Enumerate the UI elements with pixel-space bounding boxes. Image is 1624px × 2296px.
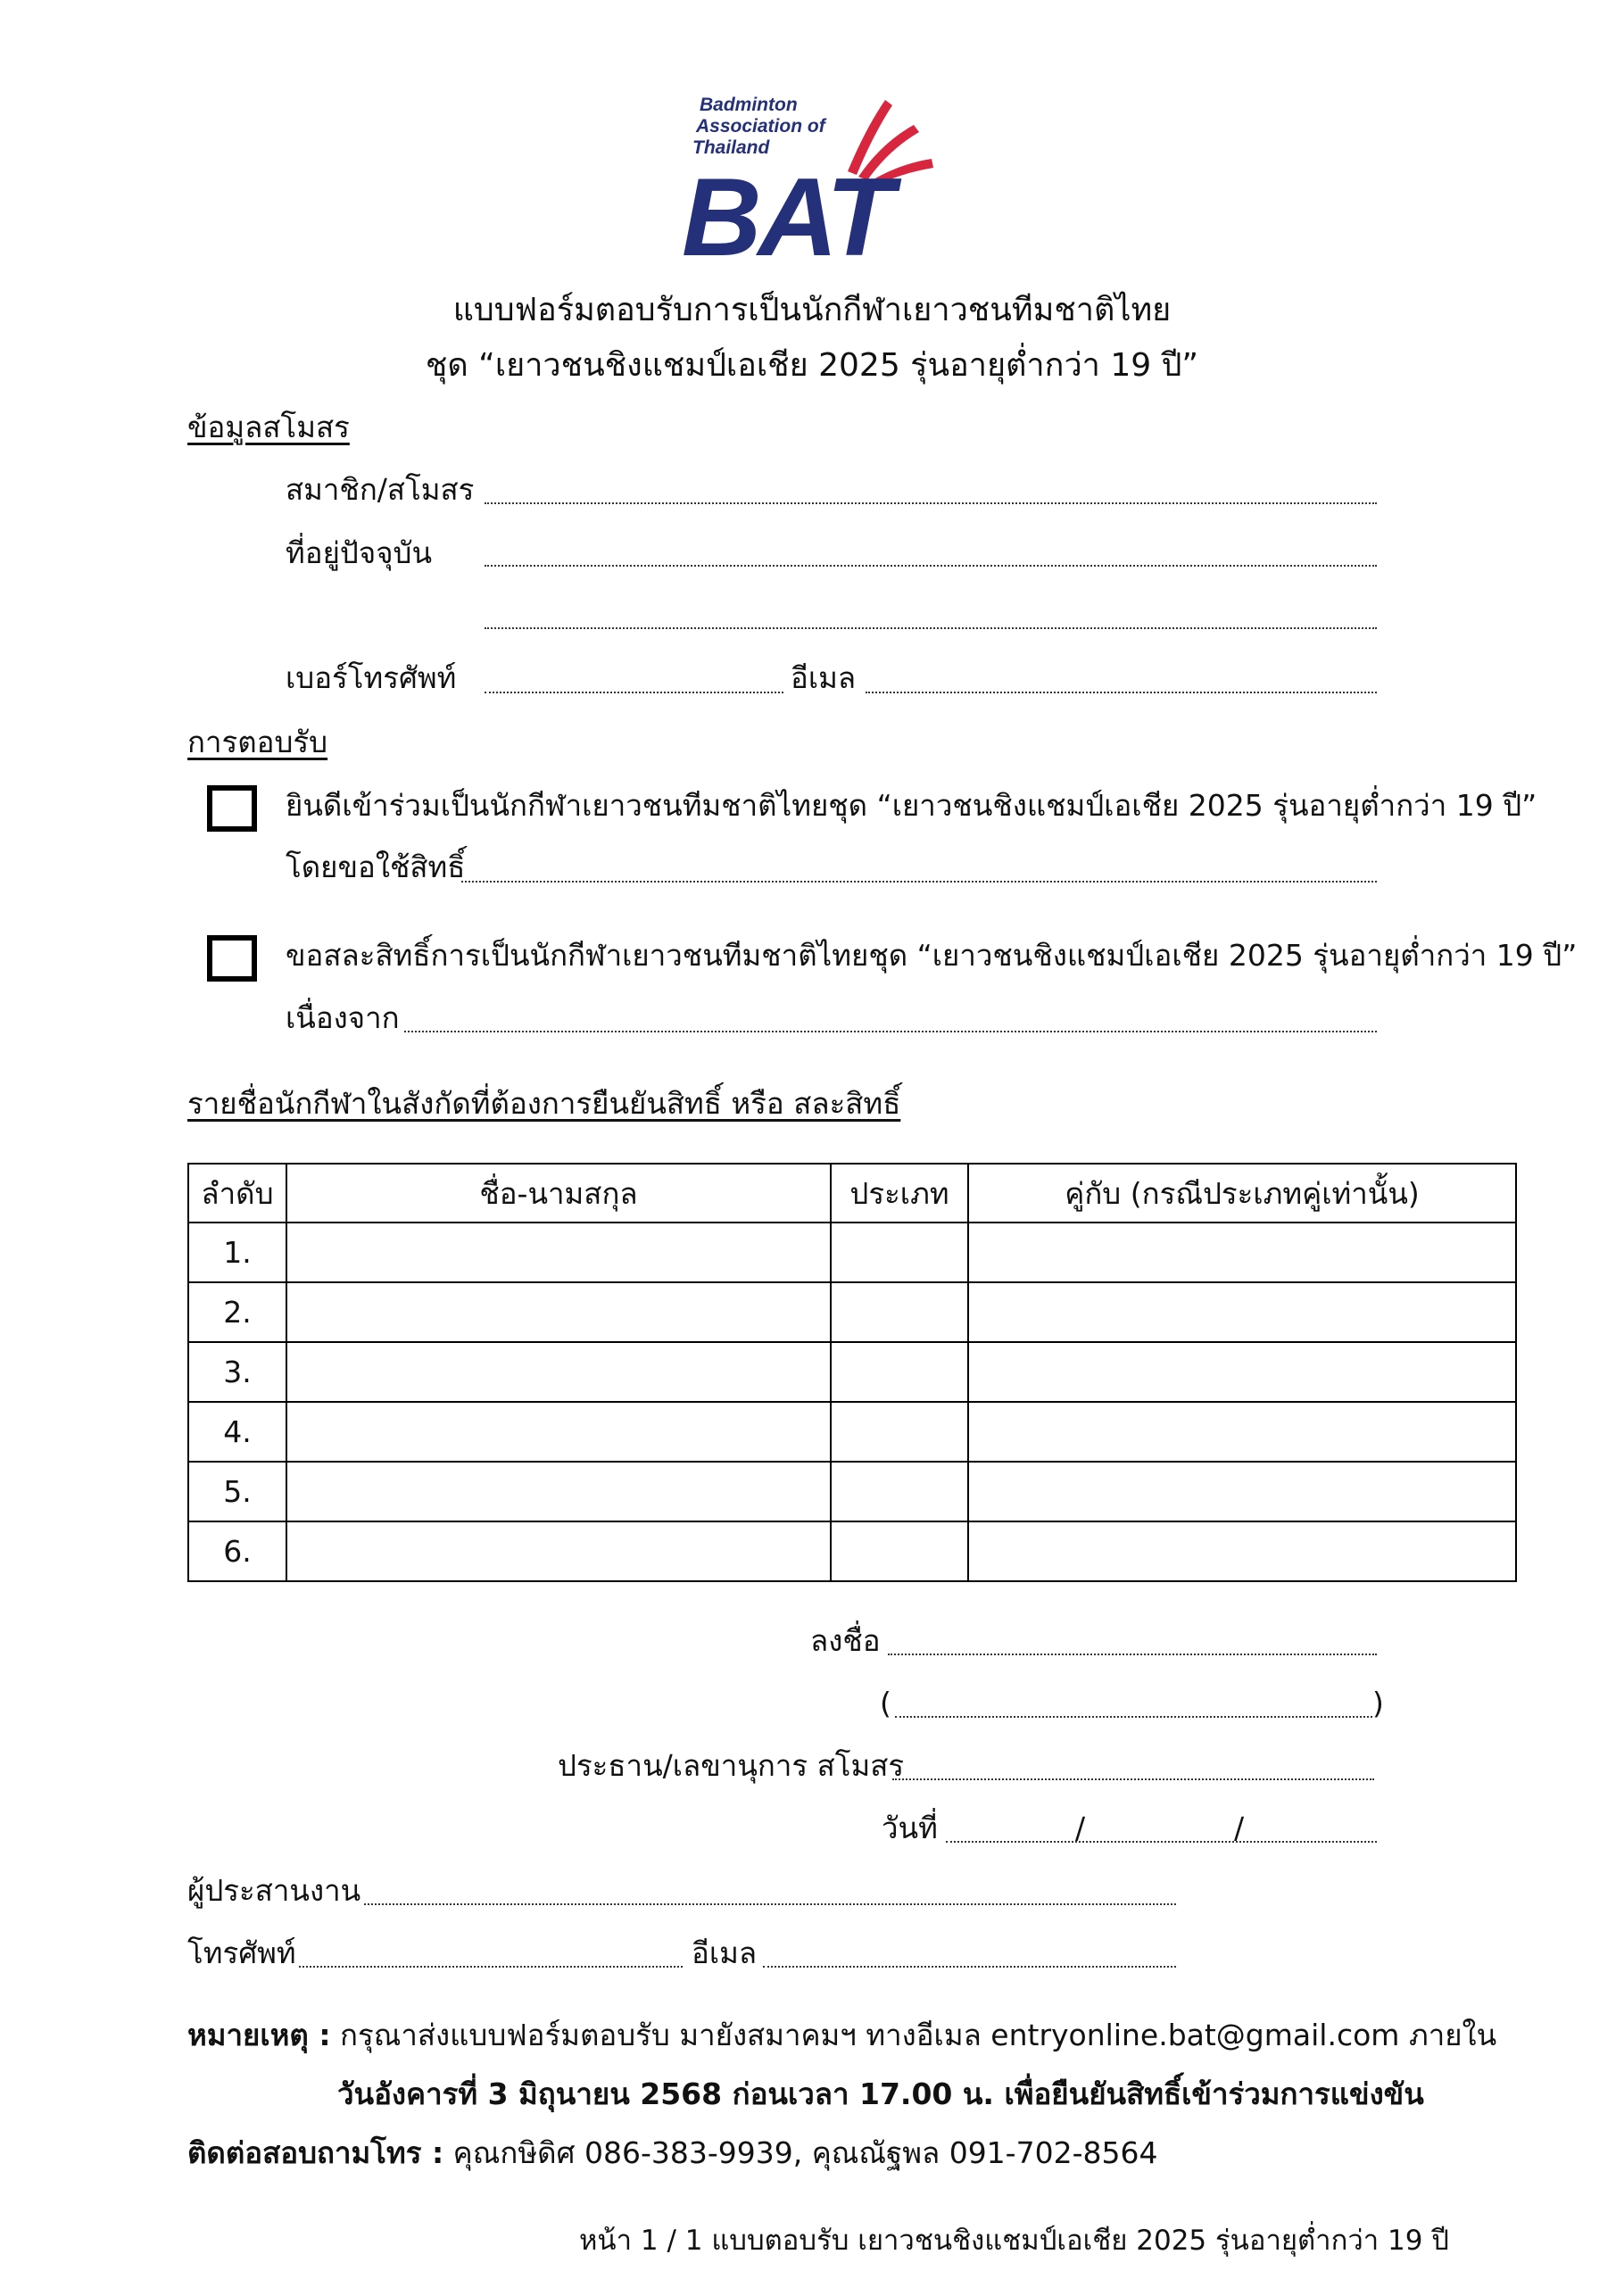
decline-reason-field[interactable] (404, 1031, 1377, 1032)
email-field[interactable] (866, 692, 1377, 693)
type-cell[interactable] (831, 1402, 968, 1462)
club-info-heading: ข้อมูลสโมสร (187, 410, 350, 444)
accept-checkbox[interactable] (207, 785, 257, 832)
players-table-header (188, 1164, 1516, 1223)
address-label: ที่อยู่ปัจจุบัน (286, 535, 433, 570)
table-row (188, 1223, 1516, 1282)
date-label: วันที่ (882, 1811, 938, 1845)
row-number: 6. (188, 1521, 286, 1581)
logo-line3: Thailand (692, 137, 770, 158)
coordinator-field[interactable] (364, 1903, 1176, 1905)
contact-line (187, 2135, 1158, 2170)
form-title-line1: แบบฟอร์มตอบรับการเป็นนักกีฬาเยาวชนทีมชาติไทย (452, 292, 1172, 328)
type-cell[interactable] (831, 1282, 968, 1342)
printed-name-field[interactable] (895, 1716, 1372, 1718)
coordinator-phone-label: โทรศัพท์ (187, 1935, 296, 1970)
row-number: 4. (188, 1402, 286, 1462)
email-label: อีเมล (791, 660, 857, 695)
position-label: ประธาน/เลขานุการ สโมสร (558, 1748, 905, 1783)
member-club-field[interactable] (485, 502, 1377, 504)
sign-label: ลงชื่อ (810, 1623, 881, 1658)
partner-cell[interactable] (968, 1223, 1516, 1282)
date-slash-1: / (1075, 1811, 1086, 1845)
name-cell[interactable] (286, 1462, 831, 1521)
name-paren-open: ( (880, 1686, 891, 1720)
note-deadline: วันอังคารที่ 3 มิถุนายน 2568 ก่อนเวลา 17.00 น. เพื่อยืนยันสิทธิ์เข้าร่วมการแข่งขัน (337, 2076, 1424, 2111)
note-text2: ภายใน (1408, 2018, 1497, 2052)
note-email: entryonline.bat@gmail.com (990, 2018, 1400, 2052)
name-cell[interactable] (286, 1223, 831, 1282)
partner-cell[interactable] (968, 1342, 1516, 1402)
row-number: 3. (188, 1342, 286, 1402)
type-cell[interactable] (831, 1223, 968, 1282)
accept-right-field[interactable] (461, 881, 1377, 883)
signature-field[interactable] (888, 1654, 1377, 1655)
address-field-line2[interactable] (485, 627, 1377, 629)
partner-cell[interactable] (968, 1402, 1516, 1462)
decline-text: ขอสละสิทธิ์การเป็นนักกีฬาเยาวชนทีมชาติไทยชุด “เยาวชนชิงแชมป์เอเชีย 2025 รุ่นอายุต่ำกว่า 19 ปี” (286, 938, 1578, 973)
accept-right-label: โดยขอใช้สิทธิ์ (286, 850, 466, 884)
decline-reason-label: เนื่องจาก (286, 1000, 400, 1035)
row-number: 5. (188, 1462, 286, 1521)
type-cell[interactable] (831, 1342, 968, 1402)
response-heading: การตอบรับ (187, 725, 328, 759)
address-field-line1[interactable] (485, 565, 1377, 567)
name-cell[interactable] (286, 1282, 831, 1342)
col-event-type: ประเภท (831, 1164, 968, 1223)
name-cell[interactable] (286, 1402, 831, 1462)
type-cell[interactable] (831, 1462, 968, 1521)
name-paren-close: ) (1372, 1686, 1384, 1720)
form-title-line2: ชุด “เยาวชนชิงแชมป์เอเชีย 2025 รุ่นอายุต่ำกว่า 19 ปี” (425, 347, 1199, 384)
table-row (188, 1342, 1516, 1402)
name-cell[interactable] (286, 1521, 831, 1581)
coordinator-label: ผู้ประสานงาน (187, 1873, 361, 1908)
note-line1 (187, 2020, 1496, 2050)
partner-cell[interactable] (968, 1521, 1516, 1581)
page-footer: หน้า 1 / 1 แบบตอบรับ เยาวชนชิงแชมป์เอเชีย 2025 รุ่นอายุต่ำกว่า 19 ปี (578, 2225, 1449, 2257)
col-partner: คู่กับ (กรณีประเภทคู่เท่านั้น) (968, 1164, 1516, 1223)
bat-logo (682, 93, 937, 279)
partner-cell[interactable] (968, 1462, 1516, 1521)
logo-line1: Badminton (700, 95, 798, 115)
players-table (187, 1163, 1517, 1582)
row-number: 2. (188, 1282, 286, 1342)
date-field[interactable] (946, 1841, 1377, 1843)
row-number: 1. (188, 1223, 286, 1282)
position-field[interactable] (892, 1778, 1374, 1780)
coordinator-email-label: อีเมล (692, 1935, 758, 1970)
phone-label: เบอร์โทรศัพท์ (286, 660, 457, 695)
table-row (188, 1402, 1516, 1462)
coordinator-email-field[interactable] (763, 1966, 1176, 1968)
col-order: ลำดับ (188, 1164, 286, 1223)
note-label: หมายเหตุ : (187, 2018, 331, 2052)
contact-text: คุณกษิดิศ 086-383-9939, คุณณัฐพล 091-702-8564 (452, 2135, 1158, 2170)
partner-cell[interactable] (968, 1282, 1516, 1342)
phone-field[interactable] (485, 692, 783, 693)
players-heading: รายชื่อนักกีฬาในสังกัดที่ต้องการยืนยันสิทธิ์ หรือ สละสิทธิ์ (187, 1086, 901, 1121)
logo-mark: BAT (682, 156, 891, 279)
member-club-label: สมาชิก/สโมสร (286, 472, 475, 507)
table-row (188, 1282, 1516, 1342)
logo-line2: Association of (696, 116, 825, 137)
note-text1: กรุณาส่งแบบฟอร์มตอบรับ มายังสมาคมฯ ทางอีเมล (340, 2018, 982, 2052)
type-cell[interactable] (831, 1521, 968, 1581)
accept-text: ยินดีเข้าร่วมเป็นนักกีฬาเยาวชนทีมชาติไทยชุด “เยาวชนชิงแชมป์เอเชีย 2025 รุ่นอายุต่ำกว่า 19 ปี” (286, 788, 1537, 823)
coordinator-phone-field[interactable] (299, 1966, 683, 1968)
date-slash-2: / (1234, 1811, 1245, 1845)
table-row (188, 1462, 1516, 1521)
table-row (188, 1521, 1516, 1581)
col-fullname: ชื่อ-นามสกุล (286, 1164, 831, 1223)
name-cell[interactable] (286, 1342, 831, 1402)
decline-checkbox[interactable] (207, 935, 257, 982)
contact-label: ติดต่อสอบถามโทร : (187, 2135, 444, 2170)
